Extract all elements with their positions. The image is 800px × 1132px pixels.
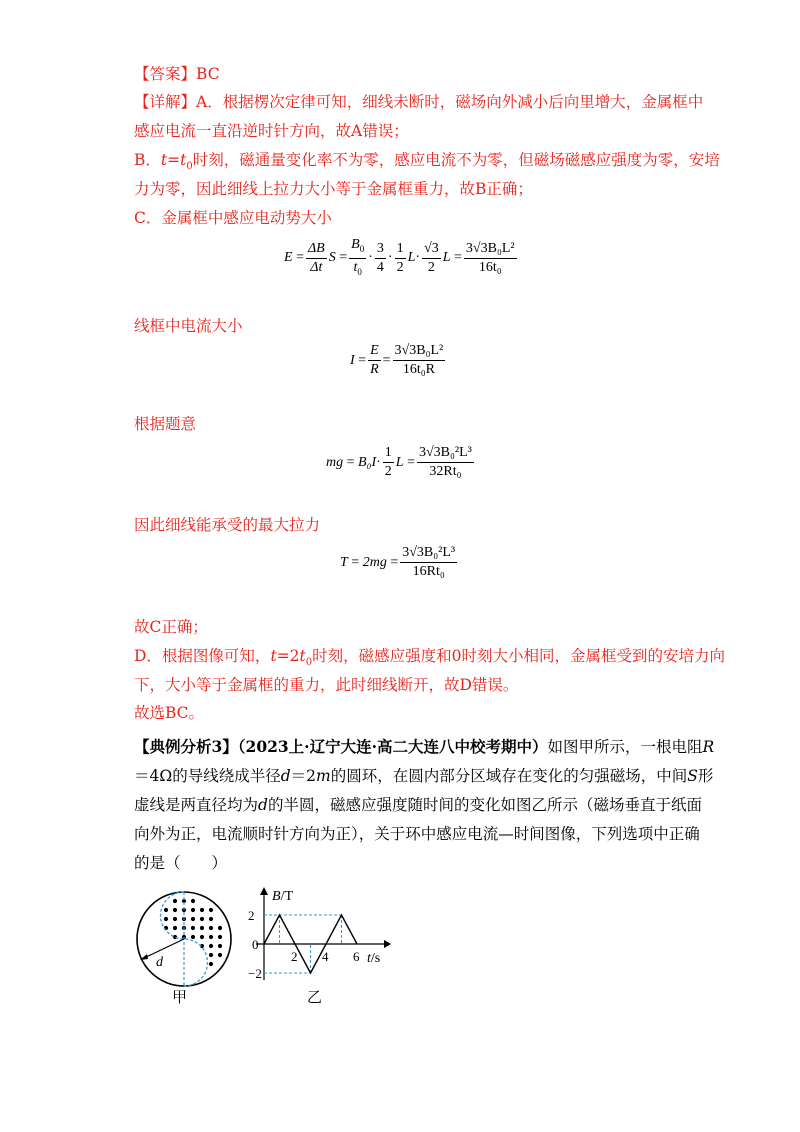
field-dot: [209, 917, 213, 921]
example-line-2: [134, 766, 713, 786]
cur-res-den: 16t₀R: [402, 362, 435, 377]
detail-line-1: [134, 92, 703, 112]
eq-ten-lhs: T: [340, 554, 348, 570]
field-dot: [191, 935, 195, 939]
example-line-4: [134, 824, 700, 844]
frac-1: 1: [395, 240, 406, 259]
equation-current: [350, 342, 447, 379]
x-axis-arrow-icon: [384, 940, 391, 948]
d-t: t: [270, 647, 277, 665]
frac-dB-dt: [306, 240, 327, 277]
field-dot: [218, 944, 222, 948]
eq-emf-L1: L: [407, 250, 416, 266]
eq-emf-L2: L: [442, 250, 451, 266]
frac-sqrt3-2: [422, 240, 441, 277]
field-dot: [164, 908, 168, 912]
frac-B0-B: B: [351, 237, 360, 252]
text-maxforce: [134, 515, 320, 535]
x-axis-label-unit: /s: [370, 951, 381, 966]
field-dot: [173, 899, 177, 903]
frac-E: E: [368, 342, 381, 361]
example-l3b: 的半圆，磁感应强度随时间的变化如图乙所示（磁场垂直于纸面: [267, 796, 702, 814]
field-dot: [209, 944, 213, 948]
field-dot: [209, 926, 213, 930]
eq-cur-eq1: =: [358, 352, 367, 368]
detail-line-b2: [134, 179, 533, 199]
b-eq: =: [167, 151, 181, 169]
frac-B0-sub: 0: [359, 243, 365, 254]
field-dot: [191, 926, 195, 930]
d-line2: 下，大小等于金属框的重力，此时细线断开，故D错误。: [134, 676, 519, 694]
eq-cur-I: I: [350, 352, 355, 368]
eq-ten-eq2: =: [390, 554, 399, 570]
eq-cur-eq2: =: [382, 352, 391, 368]
example-line-5: [134, 853, 227, 873]
d-eq: =2: [276, 647, 300, 665]
example-l2d: 形: [697, 767, 714, 785]
eq-bal-L: L: [395, 454, 404, 470]
eq-bal-eq2: =: [407, 454, 415, 470]
y-tick-label: −2: [248, 966, 262, 981]
field-dot: [209, 962, 213, 966]
frac-t0-t: t: [353, 259, 358, 275]
x-axis-label-var: t: [367, 951, 371, 966]
eq-ten-eq1: =: [351, 554, 360, 570]
y-axis-arrow-icon: [260, 887, 268, 895]
example-l3a: 虚线是两直径均为: [134, 796, 259, 814]
frac-dB: ΔB: [306, 240, 327, 259]
d-sub0: 0: [305, 657, 313, 669]
frac-R: R: [370, 362, 379, 377]
field-dot: [209, 908, 213, 912]
eq-emf-eq3: =: [454, 250, 462, 266]
b-t: t: [160, 151, 168, 169]
b-rest: 时刻，磁通量变化率不为零，感应电流不为零，但磁场磁感应强度为零，安培: [192, 151, 720, 169]
example-S: S: [687, 767, 698, 785]
c-correct: 故C正确；: [134, 618, 208, 636]
figure-a-caption: 甲: [172, 988, 188, 1006]
frac-4: 4: [376, 259, 384, 275]
eq-bal-lhs: mg: [326, 454, 344, 470]
answer-label: 【答案】: [134, 65, 197, 83]
frac-sqrt3: √3: [422, 240, 441, 259]
x-tick-label: 4: [322, 949, 329, 964]
field-dot: [218, 926, 222, 930]
frac-bal-2: 2: [384, 464, 392, 479]
frac-bal-1: 1: [383, 444, 394, 463]
frac-E-R: [368, 342, 381, 379]
conclusion: 故选BC。: [134, 704, 205, 722]
text-current: [134, 316, 243, 336]
example-line-3: [134, 795, 702, 815]
equation-emf: [284, 236, 519, 281]
emf-res-num: 3√3B₀L²: [464, 240, 517, 259]
answer-value: BC: [196, 65, 220, 83]
example-R: R: [702, 738, 715, 756]
field-dot: [200, 926, 204, 930]
eq-emf-E: E: [284, 250, 293, 266]
x-axis-label: [367, 951, 380, 966]
conclusion-line: [134, 703, 204, 723]
eq-bal-eq1: =: [346, 454, 355, 470]
text-meaning-label: 根据题意: [134, 415, 197, 433]
figure-b-chart: [236, 882, 396, 982]
frac-3: 3: [375, 240, 386, 259]
example-l4: 向外为正，电流顺时针方向为正），关于环中感应电流—时间图像，下列选项中正确: [134, 825, 700, 843]
frac-bal-1-2: [383, 444, 394, 481]
x-tick-label: 2: [291, 949, 298, 964]
field-dot: [200, 917, 204, 921]
field-dot: [218, 953, 222, 957]
frac-tension-result: [400, 544, 457, 581]
example-l2b: ＝2: [290, 767, 317, 785]
bal-res-num: 3√3B₀²L³: [417, 444, 474, 463]
y-axis-label: [272, 889, 293, 904]
detail-line-d2: [134, 675, 518, 695]
detail-line-d: [134, 646, 725, 673]
field-dot: [173, 908, 177, 912]
detail-text-a: A．根据楞次定律可知，细线未断时，磁场向外减小后向里增大，金属框中: [196, 93, 704, 111]
detail-label: 【详解】: [134, 93, 197, 111]
eq-emf-eq1: =: [296, 250, 304, 266]
frac-B0-t0: [349, 236, 366, 281]
detail-line-2: [134, 121, 409, 141]
field-dot: [173, 917, 177, 921]
field-dot: [191, 917, 195, 921]
field-dot: [209, 953, 213, 957]
figure-b-caption: 乙: [307, 988, 323, 1006]
frac-1-2: [395, 240, 406, 277]
example-l5: 的是（ ）: [134, 854, 228, 872]
c-line: C．金属框中感应电动势大小: [134, 209, 332, 227]
eq-bal-dot: ·: [376, 454, 381, 470]
example-d2: d: [258, 796, 268, 814]
b-line2: 力为零，因此细线上拉力大小等于金属框重力，故B正确；: [134, 180, 533, 198]
frac-t0: [349, 259, 366, 281]
origin-label: 0: [252, 937, 259, 952]
field-dots: [164, 899, 222, 966]
eq-emf-dot2: ·: [387, 250, 393, 266]
frac-t0-sub: 0: [357, 266, 362, 277]
example-m: m: [316, 767, 331, 785]
d-rest: 时刻，磁感应强度和0时刻大小相同，金属框受到的安培力向: [312, 647, 726, 665]
y-axis-label-var: B: [272, 889, 281, 904]
b-prefix: B．: [134, 151, 161, 169]
detail-line-b: [134, 150, 720, 177]
x-tick-label: 6: [353, 949, 360, 964]
eq-emf-eq2: =: [339, 250, 348, 266]
frac-balance-result: [417, 444, 474, 481]
d-prefix: D．根据图像可知，: [134, 647, 271, 665]
field-dot: [173, 926, 177, 930]
c-correct-line: [134, 617, 208, 637]
field-dot: [200, 908, 204, 912]
text-maxforce-label: 因此细线能承受的最大拉力: [134, 516, 321, 534]
answer-line: [134, 64, 220, 84]
y-axis-label-unit: /T: [280, 889, 294, 904]
frac-dt: Δt: [310, 259, 323, 275]
b-sub0: 0: [186, 161, 193, 173]
detail-text-a2: 感应电流一直沿逆时针方向，故A错误；: [134, 122, 409, 140]
field-dot: [191, 899, 195, 903]
b-t0: t: [180, 151, 187, 169]
frac-current-result: [393, 342, 446, 379]
cur-res-num: 3√3B₀L²: [393, 342, 446, 361]
emf-res-den: 16t₀: [478, 259, 502, 275]
frac-3-4: [375, 240, 386, 277]
text-meaning: [134, 414, 196, 434]
eq-emf-dot1: ·: [368, 250, 373, 266]
field-dot: [164, 917, 168, 921]
example-line-1: [134, 737, 714, 757]
example-d1: d: [280, 767, 291, 785]
ten-res-num: 3√3B₀²L³: [400, 544, 457, 563]
d-t0: t: [299, 647, 306, 665]
frac-2b: 2: [427, 259, 435, 275]
text-current-label: 线框中电流大小: [134, 317, 243, 335]
equation-balance: [326, 444, 476, 481]
y-tick-label: 2: [248, 908, 255, 923]
example-label: 【典例分析3】: [134, 737, 238, 756]
frac-B0: [349, 236, 366, 259]
field-dot: [200, 935, 204, 939]
frac-emf-result: [464, 240, 517, 277]
eq-ten-mid: 2mg: [362, 554, 387, 570]
radius-arrow: [142, 939, 184, 959]
bal-res-den: 32Rt₀: [429, 464, 462, 479]
ten-res-den: 16Rt₀: [412, 564, 445, 579]
eq-emf-dot3: ·: [415, 250, 421, 266]
detail-line-c: [134, 208, 332, 228]
field-dot: [218, 935, 222, 939]
eq-bal-B0I: B₀I: [358, 454, 377, 470]
equation-tension: [340, 544, 459, 581]
example-l1: 如图甲所示，一根电阻: [547, 738, 703, 756]
radius-label: d: [156, 955, 163, 970]
example-source: （2023上·辽宁大连·高二大连八中校考期中）: [237, 737, 548, 756]
field-dot: [209, 935, 213, 939]
example-l2c: 的圆环，在圆内部分区域存在变化的匀强磁场，中间: [330, 767, 688, 785]
frac-2: 2: [396, 259, 404, 275]
example-l2a: ＝4Ω的导线绕成半径: [134, 767, 281, 785]
field-dot: [191, 908, 195, 912]
eq-emf-S: S: [328, 250, 336, 266]
